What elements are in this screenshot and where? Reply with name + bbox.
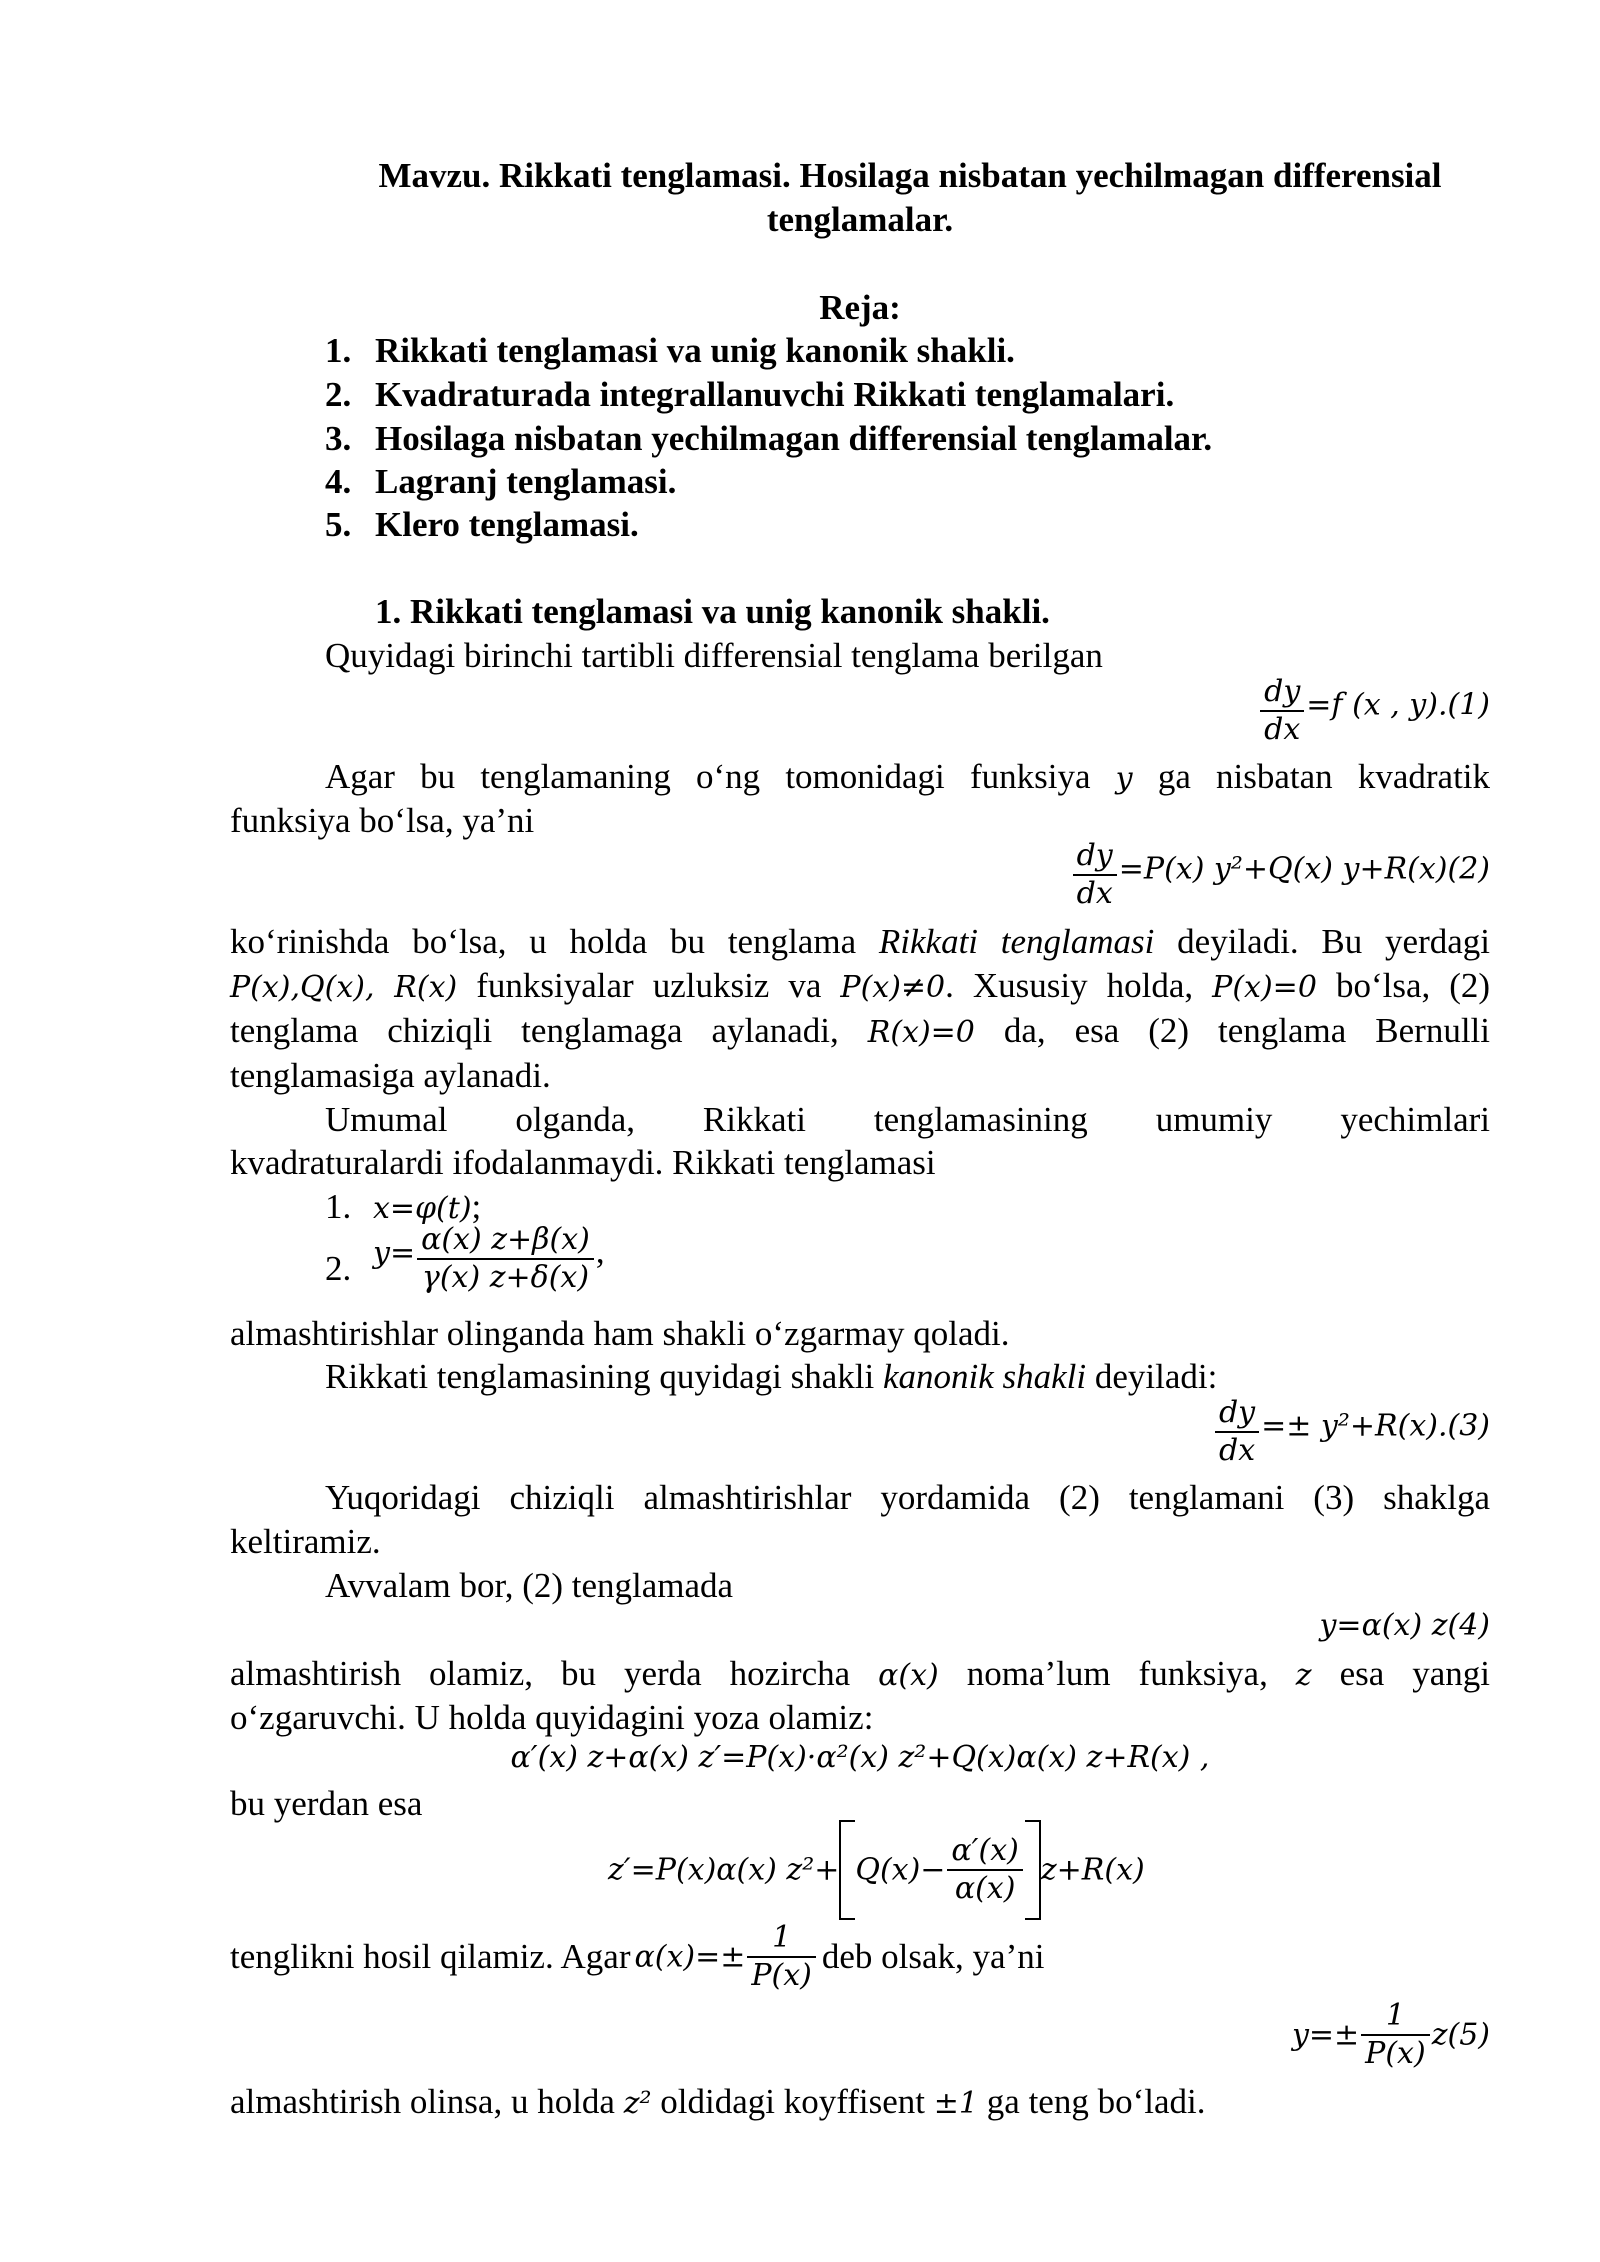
plan-heading: Reja: (819, 288, 901, 327)
equation-3-rhs: =± y²+R(x).(3) (1261, 1408, 1490, 1444)
plan-item-number: 5. (325, 505, 352, 544)
plan-item-text: Lagranj tenglamasi. (375, 462, 677, 501)
section-1-heading: 1. Rikkati tenglamasi va unig kanonik shakli. (375, 592, 1050, 631)
var-y: y (1115, 761, 1133, 796)
equation-1-rhs: =f (x , y).(1) (1306, 687, 1490, 723)
equation-5: y=± $\frac{1}{P(x)}$ z(5) (1291, 1998, 1490, 2071)
paragraph-7-line-1: Yuqoridagi chiziqli almashtirishlar yordamida (2) tenglamani (3) shaklga (325, 1478, 1490, 1517)
equation-3 (1213, 1395, 1490, 1469)
plan-item-text: Kvadraturada integrallanuvchi Rikkati tenglamalari. (375, 375, 1175, 414)
paragraph-8: Avvalam bor, (2) tenglamada (325, 1566, 734, 1605)
equation-1 (1258, 674, 1490, 748)
fraction-dy-dx: $\frac{dy}{dx}$ (1073, 838, 1117, 912)
term-rikkati: Rikkati tenglamasi (878, 922, 1155, 961)
plan-item-number: 1. (325, 331, 352, 370)
paragraph-3-line-2: P(x),Q(x), R(x) funksiyalar uzluksiz va P(x)≠0. Xususiy holda, P(x)=0 bo‘lsa, (2) (230, 966, 1491, 1005)
plan-item-text: Rikkati tenglamasi va unig kanonik shakli. (375, 331, 1015, 370)
equation-2 (1071, 838, 1490, 912)
fraction-alpha: $\frac{\alpha'(x)}{\alpha(x)}$ (947, 1833, 1022, 1907)
plan-item-text: Hosilaga nisbatan yechilmagan differensial tenglamalar. (375, 419, 1213, 458)
plan-item-1 (325, 329, 1015, 373)
left-bracket (839, 1820, 855, 1920)
plan-item-2 (325, 373, 1175, 417)
paragraph-1: Quyidagi birinchi tartibli differensial tenglama berilgan (325, 636, 1103, 675)
title-line-2: tenglamalar. (766, 200, 954, 239)
title-line-1: Mavzu. Rikkati tenglamasi. Hosilaga nisbatan yechilmagan differensial (378, 156, 1442, 195)
paragraph-2-line-1: Agar bu tenglamaning o‘ng tomonidagi funksiya y ga nisbatan kvadratik (325, 757, 1491, 796)
paragraph-6: Rikkati tenglamasining quyidagi shakli kanonik shakli deyiladi: (325, 1357, 1218, 1396)
substitution-2: y= $\frac{\alpha(x) z+\beta(x)}{\gamma(x) z+\delta(x)}$ , (373, 1222, 605, 1295)
paragraph-3-line-4: tenglamasiga aylanadi. (230, 1056, 551, 1095)
paragraph-7-line-2: keltiramiz. (230, 1522, 381, 1561)
fraction-substitution: $\frac{\alpha(x) z+\beta(x)}{\gamma(x) z+\delta(x)}$ (417, 1222, 594, 1296)
equation-2-rhs: =P(x) y²+Q(x) y+R(x)(2) (1118, 851, 1490, 887)
fraction-dy-dx: $\frac{dy}{dx}$ (1260, 674, 1304, 748)
equation-bracket: z′=P(x)α(x) z²+ Q(x)− $\frac{\alpha'(x)}{\alpha(x)}$ z+R(x) (608, 1820, 1145, 1920)
paragraph-5: almashtirishlar olinganda ham shakli o‘zgarmay qoladi. (230, 1314, 1010, 1353)
paragraph-2-line-2: funksiya bo‘lsa, ya’ni (230, 801, 535, 840)
fraction-one-over-p: $\frac{1}{P(x)}$ (747, 1920, 816, 1994)
fraction-one-over-p: $\frac{1}{P(x)}$ (1361, 1998, 1430, 2072)
plan-item-4 (325, 460, 677, 504)
plan-item-3 (325, 417, 1213, 461)
paragraph-3-line-3: tenglama chiziqli tenglamaga aylanadi, R(x)=0 da, esa (2) tenglama Bernulli (230, 1011, 1490, 1050)
plan-item-number: 4. (325, 462, 352, 501)
term-kanonik: kanonik shakli (882, 1357, 1087, 1396)
paragraph-9-line-1: almashtirish olamiz, bu yerda hozircha α(x) noma’lum funksiya, z esa yangi (230, 1654, 1490, 1693)
equation-long: α′(x) z+α(x) z′=P(x)·α²(x) z²+Q(x)α(x) z+R(x) , (510, 1740, 1210, 1775)
paragraph-3-line-1: ko‘rinishda bo‘lsa, u holda bu tenglama Rikkati tenglamasi deyiladi. Bu yerdagi (230, 922, 1491, 961)
plan-item-text: Klero tenglamasi. (375, 505, 639, 544)
right-bracket (1025, 1820, 1041, 1920)
paragraph-4-line-1: Umumal olganda, Rikkati tenglamasining umumiy yechimlari (325, 1100, 1490, 1139)
substitution-1: 1. x=φ(t); (325, 1187, 482, 1226)
paragraph-11: tenglikni hosil qilamiz. Agar α(x)=± $\frac{1}{P(x)}$ deb olsak, ya’ni (230, 1920, 1045, 1993)
plan-item-5 (325, 503, 639, 547)
paragraph-9-line-2: o‘zgaruvchi. U holda quyidagini yoza olamiz: (230, 1698, 874, 1737)
fraction-dy-dx: $\frac{dy}{dx}$ (1215, 1395, 1259, 1469)
equation-4: y=α(x) z(4) (1319, 1608, 1490, 1643)
paragraph-12: almashtirish olinsa, u holda z² oldidagi koyffisent ±1 ga teng bo‘ladi. (230, 2082, 1206, 2121)
paragraph-10: bu yerdan esa (230, 1784, 423, 1823)
plan-item-number: 2. (325, 375, 352, 414)
substitution-2-number: 2. (325, 1249, 352, 1288)
paragraph-4-line-2: kvadraturalardi ifodalanmaydi. Rikkati tenglamasi (230, 1143, 936, 1182)
plan-item-number: 3. (325, 419, 352, 458)
